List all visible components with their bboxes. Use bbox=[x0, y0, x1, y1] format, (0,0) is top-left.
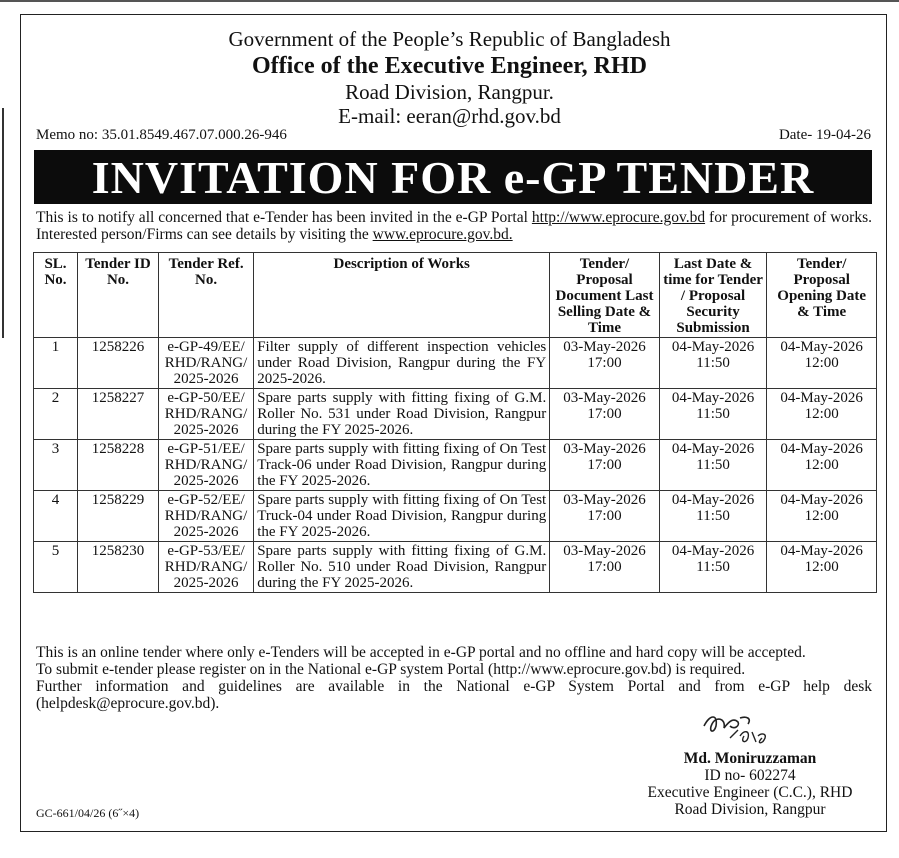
sell-date: 03-May-2026 bbox=[563, 390, 646, 406]
intro-paragraph bbox=[36, 209, 872, 243]
cell-tender-id: 1258228 bbox=[78, 440, 159, 491]
table-row bbox=[34, 491, 877, 542]
email-line: E-mail: eeran@rhd.gov.bd bbox=[338, 104, 561, 128]
last-time: 11:50 bbox=[696, 406, 730, 422]
cell-selling-date bbox=[550, 491, 660, 542]
last-date: 04-May-2026 bbox=[671, 492, 755, 508]
last-date: 04-May-2026 bbox=[671, 441, 755, 457]
cell-description: Filter supply of different inspection vehicles under Road Division, Rangpur during the FY 2025-2026. bbox=[254, 338, 550, 389]
cell-selling-date bbox=[550, 542, 660, 593]
cell-opening-date bbox=[767, 389, 877, 440]
govt-line: Government of the People’s Republic of Bangladesh bbox=[228, 27, 671, 51]
cell-opening-date bbox=[767, 440, 877, 491]
ref-part-3: 2025-2026 bbox=[173, 575, 239, 591]
handwritten-signature bbox=[700, 706, 780, 752]
sell-time: 17:00 bbox=[587, 559, 622, 575]
signatory-office: Road Division, Rangpur bbox=[674, 801, 826, 818]
intro-text-2: for procurement of works. Interested person/Firms can see details by visiting the bbox=[36, 209, 872, 243]
sell-date: 03-May-2026 bbox=[563, 339, 646, 355]
cell-ref bbox=[158, 389, 253, 440]
cell-submission-date bbox=[659, 338, 767, 389]
ref-part-2: RHD/RANG/ bbox=[164, 559, 248, 575]
ref-part-1: e-GP-50/EE/ bbox=[167, 390, 245, 406]
ref-part-1: e-GP-52/EE/ bbox=[167, 492, 245, 508]
cell-submission-date bbox=[659, 389, 767, 440]
col-ref: Tender Ref. No. bbox=[158, 253, 253, 338]
ref-part-1: e-GP-51/EE/ bbox=[167, 441, 245, 457]
last-time: 11:50 bbox=[696, 559, 730, 575]
last-date: 04-May-2026 bbox=[671, 339, 755, 355]
note-helpdesk: Further information and guidelines are available in the National e-GP System Portal and from e-GP help desk (helpdesk@eprocure.gov.bd). bbox=[36, 678, 872, 712]
last-time: 11:50 bbox=[696, 355, 730, 371]
cell-ref bbox=[158, 440, 253, 491]
memo-number: Memo no: 35.01.8549.467.07.000.26-946 bbox=[36, 127, 287, 143]
open-time: 12:00 bbox=[804, 406, 839, 422]
ref-part-3: 2025-2026 bbox=[173, 524, 239, 540]
cell-ref bbox=[158, 338, 253, 389]
sell-date: 03-May-2026 bbox=[563, 441, 646, 457]
open-date: 04-May-2026 bbox=[780, 543, 863, 559]
cell-selling-date bbox=[550, 389, 660, 440]
signatory-id: ID no- 602274 bbox=[704, 767, 796, 784]
top-border bbox=[0, 0, 899, 2]
sell-time: 17:00 bbox=[587, 457, 622, 473]
col-opening-date: Tender/ Proposal Opening Date & Time bbox=[767, 253, 877, 338]
ref-part-3: 2025-2026 bbox=[173, 371, 239, 387]
open-time: 12:00 bbox=[804, 355, 839, 371]
eprocure-link[interactable]: http://www.eprocure.gov.bd bbox=[531, 209, 706, 226]
cell-description: Spare parts supply with fitting fixing of G.M. Roller No. 531 under Road Division, Rangpur during the FY 2025-2026. bbox=[254, 389, 550, 440]
cell-selling-date bbox=[550, 440, 660, 491]
open-date: 04-May-2026 bbox=[780, 339, 863, 355]
col-tender-id: Tender ID No. bbox=[78, 253, 159, 338]
cell-description: Spare parts supply with fitting fixing of G.M. Roller No. 510 under Road Division, Rangpur during the FY 2025-2026. bbox=[254, 542, 550, 593]
cell-submission-date bbox=[659, 440, 767, 491]
cell-opening-date bbox=[767, 542, 877, 593]
tender-table bbox=[33, 252, 877, 593]
cell-opening-date bbox=[767, 338, 877, 389]
open-date: 04-May-2026 bbox=[780, 441, 863, 457]
open-time: 12:00 bbox=[804, 508, 839, 524]
cell-sl: 2 bbox=[34, 389, 78, 440]
eprocure-link-2[interactable]: www.eprocure.gov.bd. bbox=[372, 226, 513, 243]
cell-ref bbox=[158, 542, 253, 593]
notice-banner: INVITATION FOR e-GP TENDER bbox=[34, 150, 872, 204]
cell-sl: 3 bbox=[34, 440, 78, 491]
cell-selling-date bbox=[550, 338, 660, 389]
ref-part-2: RHD/RANG/ bbox=[164, 355, 248, 371]
signatory-block bbox=[620, 750, 880, 818]
ref-part-1: e-GP-53/EE/ bbox=[167, 543, 245, 559]
last-date: 04-May-2026 bbox=[671, 390, 755, 406]
cell-tender-id: 1258226 bbox=[78, 338, 159, 389]
table-row bbox=[34, 338, 877, 389]
signatory-title: Executive Engineer (C.C.), RHD bbox=[647, 784, 853, 801]
notice-date: Date- 19-04-26 bbox=[778, 127, 871, 143]
cell-description: Spare parts supply with fitting fixing of On Test Truck-04 under Road Division, Rangpur during the FY 2025-2026. bbox=[254, 491, 550, 542]
cell-ref bbox=[158, 491, 253, 542]
left-edge-rule bbox=[2, 108, 4, 338]
cell-sl: 4 bbox=[34, 491, 78, 542]
ref-part-2: RHD/RANG/ bbox=[164, 406, 248, 422]
ref-part-1: e-GP-49/EE/ bbox=[167, 339, 245, 355]
sell-date: 03-May-2026 bbox=[563, 492, 646, 508]
cell-tender-id: 1258227 bbox=[78, 389, 159, 440]
open-time: 12:00 bbox=[804, 457, 839, 473]
last-time: 11:50 bbox=[696, 508, 730, 524]
col-sl: SL. No. bbox=[34, 253, 78, 338]
ref-part-3: 2025-2026 bbox=[173, 473, 239, 489]
open-time: 12:00 bbox=[804, 559, 839, 575]
intro-text-1: This is to notify all concerned that e-Tender has been invited in the e-GP Portal bbox=[36, 209, 532, 226]
cell-opening-date bbox=[767, 491, 877, 542]
note-online-only: This is an online tender where only e-Tenders will be accepted in e-GP portal and no offline and hard copy will be accepted. bbox=[36, 644, 806, 661]
cell-tender-id: 1258230 bbox=[78, 542, 159, 593]
cell-submission-date bbox=[659, 491, 767, 542]
cell-submission-date bbox=[659, 542, 767, 593]
last-date: 04-May-2026 bbox=[671, 543, 755, 559]
cell-description: Spare parts supply with fitting fixing of On Test Track-06 under Road Division, Rangpur during the FY 2025-2026. bbox=[254, 440, 550, 491]
table-row bbox=[34, 542, 877, 593]
sell-time: 17:00 bbox=[587, 355, 622, 371]
sell-time: 17:00 bbox=[587, 406, 622, 422]
col-description: Description of Works bbox=[254, 253, 550, 338]
col-submission-date: Last Date & time for Tender / Proposal Security Submission bbox=[659, 253, 767, 338]
sell-time: 17:00 bbox=[587, 508, 622, 524]
office-title: Office of the Executive Engineer, RHD bbox=[251, 53, 648, 79]
signatory-name: Md. Moniruzzaman bbox=[683, 750, 817, 767]
ref-part-2: RHD/RANG/ bbox=[164, 457, 248, 473]
col-selling-date: Tender/ Proposal Document Last Selling Date & Time bbox=[550, 253, 660, 338]
note-registration: To submit e-tender please register on in the National e-GP system Portal (http://www.eprocure.gov.bd) is required. bbox=[36, 661, 746, 678]
table-row bbox=[34, 440, 877, 491]
sell-date: 03-May-2026 bbox=[563, 543, 646, 559]
cell-sl: 1 bbox=[34, 338, 78, 389]
division-line: Road Division, Rangpur. bbox=[345, 80, 554, 104]
open-date: 04-May-2026 bbox=[780, 390, 863, 406]
cell-tender-id: 1258229 bbox=[78, 491, 159, 542]
cell-sl: 5 bbox=[34, 542, 78, 593]
gazette-code: GC-661/04/26 (6˝×4) bbox=[36, 806, 140, 820]
table-header-row bbox=[34, 253, 877, 338]
table-row bbox=[34, 389, 877, 440]
last-time: 11:50 bbox=[696, 457, 730, 473]
open-date: 04-May-2026 bbox=[780, 492, 863, 508]
ref-part-3: 2025-2026 bbox=[173, 422, 239, 438]
notes-section bbox=[36, 644, 872, 712]
ref-part-2: RHD/RANG/ bbox=[164, 508, 248, 524]
